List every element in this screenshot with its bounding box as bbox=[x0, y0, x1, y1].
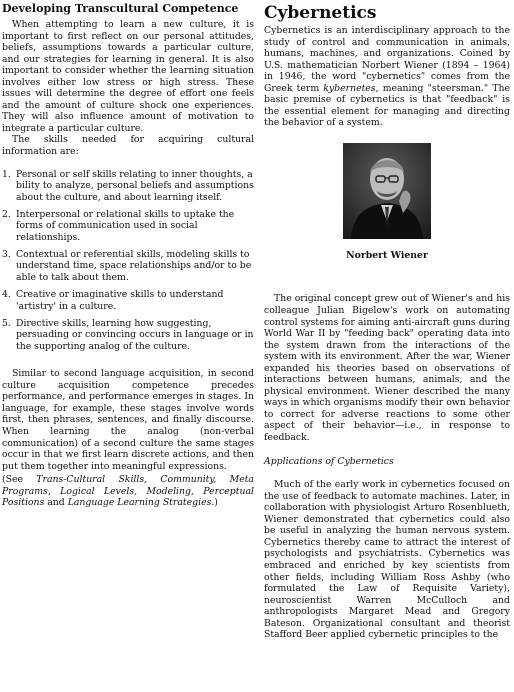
section-heading-cybernetics: Cybernetics bbox=[264, 3, 377, 23]
intro-term: kybernetes bbox=[323, 82, 376, 94]
list-item bbox=[2, 209, 254, 244]
see-also-last: Language Learning Strategies bbox=[67, 497, 212, 509]
portrait-caption: Norbert Wiener bbox=[346, 249, 428, 261]
section-heading-transcultural: Developing Transcultural Competence bbox=[2, 2, 239, 15]
list-item bbox=[2, 289, 254, 312]
see-also-links: Trans-Cultural Skills, Community, Meta Programs, Logical Levels, Modeling, Perceptual Positions bbox=[2, 474, 254, 509]
list-item bbox=[2, 169, 254, 204]
see-prefix: (See bbox=[2, 474, 37, 486]
list-text: Contextual or referential skills, modeling skills to understand time, space relationships and/or to be able to talk about them. bbox=[16, 248, 252, 283]
paragraph-applications: Much of the early work in cybernetics focused on the use of feedback to automate machines. Later, in collaboration with physiologist Arturo Rosenblueth, Wiener demonstrated that cybernetics could also be useful in analyzing the human nervous system. Cybernetics thereby came to attract the interest of psychologists and psychiatrists. Cybernetics was embraced and enriched by key scientists from other fields, including William Ross Ashby (who formulated the Law of Requisite Variety), neuroscientist Warren McCulloch and anthropologists Margaret Mead and Gregory Bateson. Organizational consultant and theorist Stafford Beer applied cybernetic principles to the bbox=[264, 479, 510, 641]
list-number: 3. bbox=[2, 248, 11, 260]
list-number: 2. bbox=[2, 208, 11, 220]
list-text: Directive skills, learning how suggesting, persuading or convincing occurs in language or in the supporting analog of the culture. bbox=[16, 317, 254, 352]
portrait-image bbox=[343, 143, 431, 239]
see-and: and bbox=[44, 497, 68, 509]
subheading-applications: Applications of Cybernetics bbox=[264, 455, 394, 467]
list-item bbox=[2, 318, 254, 353]
list-number: 4. bbox=[2, 288, 11, 300]
intro-text-a: Cybernetics is an interdisciplinary approach to the study of control and communication in animals, humans, machines, and organizations. Coined by U.S. mathematician Norbert Wiener (1894 – 1964) in 1946, the word "cybernetics" comes from the Greek term bbox=[264, 25, 510, 94]
list-text: Creative or imaginative skills to understand 'artistry' in a culture. bbox=[16, 288, 224, 312]
paragraph-origin: The original concept grew out of Wiener's and his colleague Julian Bigelow's work on automating control systems for aiming anti-aircraft guns during World War II by "feeding back" operating data into the system drawn from the interactions of the system with its environment. After the war, Wiener expanded his theories based on observations of interactions between humans, animals, and the physical environment. Wiener described the many ways in which organisms modify their own behavior to correct for adverse reactions to some other aspect of their behavior—i.e., in response to feedback. bbox=[264, 293, 510, 444]
portrait-photo bbox=[343, 143, 431, 239]
paragraph-acquisition: Similar to second language acquisition, in second culture acquisition competence precedes performance, and performance emerges in stages. In language, for example, these stages involve words first, then phrases, sentences, and finally discourse. When learning the analog (non-verbal communication) of a second culture the same stages occur in that we first learn discrete actions, and then put them together into meaningful expressions. bbox=[2, 368, 254, 472]
see-suffix: .) bbox=[211, 497, 218, 509]
left-column bbox=[2, 0, 254, 509]
skills-list bbox=[2, 169, 254, 353]
right-column bbox=[264, 0, 510, 641]
paragraph-intro: When attempting to learn a new culture, it is important to first reflect on our personal attitudes, beliefs, assumptions towards a particular culture, and our strategies for learning in general. It is also important to consider whether the learning situation involves either low stress or high stress. These issues will determine the degree of effort one feels and the amount of culture shock one experiences. They will also influence amount of motivation to integrate a particular culture. bbox=[2, 19, 254, 134]
list-number: 5. bbox=[2, 317, 11, 329]
paragraph-cybernetics-intro bbox=[264, 25, 510, 129]
intro-text-b: , meaning "steersman." The basic premise of cybernetics is that "feedback" is the essential element for managing and directing the behavior of a system. bbox=[264, 82, 510, 129]
see-also-note bbox=[2, 474, 254, 509]
list-text: Personal or self skills relating to inner thoughts, a bility to analyze, personal beliefs and assumptions about the culture, and about learning itself. bbox=[16, 168, 254, 203]
list-number: 1. bbox=[2, 168, 11, 180]
paragraph-skills-lead: The skills needed for acquiring cultural information are: bbox=[2, 134, 254, 158]
list-item bbox=[2, 249, 254, 284]
list-text: Interpersonal or relational skills to uptake the forms of communication used in social relationships. bbox=[16, 208, 235, 243]
